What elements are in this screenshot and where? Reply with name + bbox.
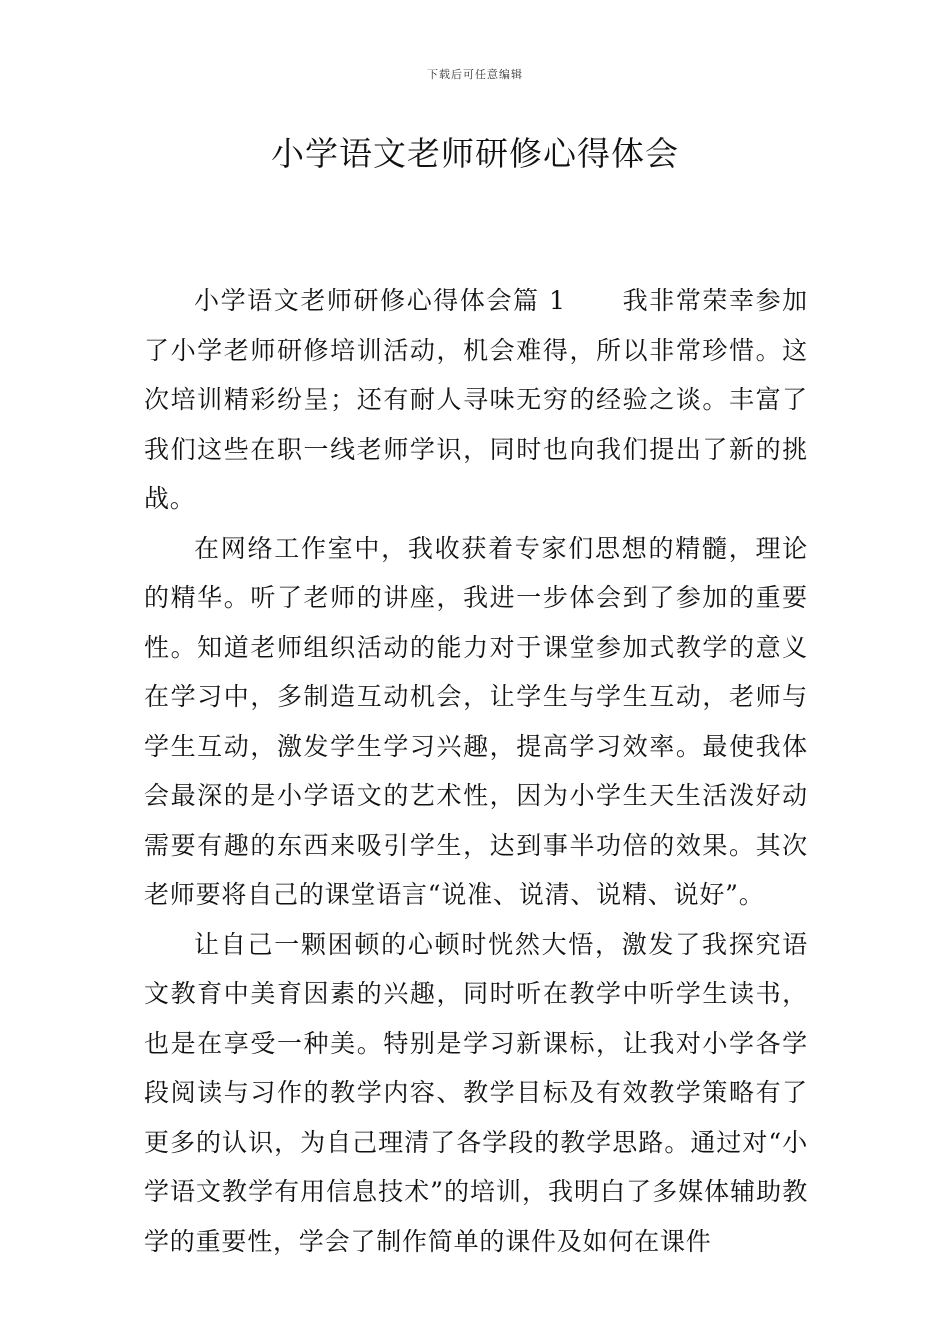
paragraph-2: 在网络工作室中，我收获着专家们思想的精髓，理论的精华。听了老师的讲座，我进一步体会到了参加的重要性。知道老师组织活动的能力对于课堂参加式教学的意义在学习中，多制造互动机会，让学生与学生互动，老师与学生互动，激发学生学习兴趣，提高学习效率。最使我体会最深的是小学语文的艺术性，因为小学生天生活泼好动需要有趣的东西来吸引学生，达到事半功倍的效果。其次老师要将自己的课堂语言“说准、说清、说精、说好”。: [144, 533, 808, 909]
paragraph-3: 让自己一颗困顿的心顿时恍然大悟，激发了我探究语文教育中美育因素的兴趣，同时听在教学中听学生读书，也是在享受一种美。特别是学习新课标，让我对小学各学段阅读与习作的教学内容、教学目标及有效教学策略有了更多的认识，为自己理清了各学段的教学思路。通过对“小学语文教学有用信息技术”的培训，我明白了多媒体辅助教学的重要性，学会了制作简单的课件及如何在课件: [144, 929, 808, 1256]
paragraph-1-text: 我非常荣幸参加了小学老师研修培训活动，机会难得，所以非常珍惜。这次培训精彩纷呈；还有耐人寻味无穷的经验之谈。丰富了我们这些在职一线老师学识，同时也向我们提出了新的挑战。: [144, 286, 808, 513]
header-note: 下载后可任意编辑: [427, 68, 523, 81]
document-title: 小学语文老师研修心得体会: [271, 134, 679, 173]
paragraph-1-lead: 小学语文老师研修心得体会篇 1: [194, 286, 566, 315]
paragraph-1: [144, 276, 808, 524]
document-body: [144, 276, 808, 1266]
